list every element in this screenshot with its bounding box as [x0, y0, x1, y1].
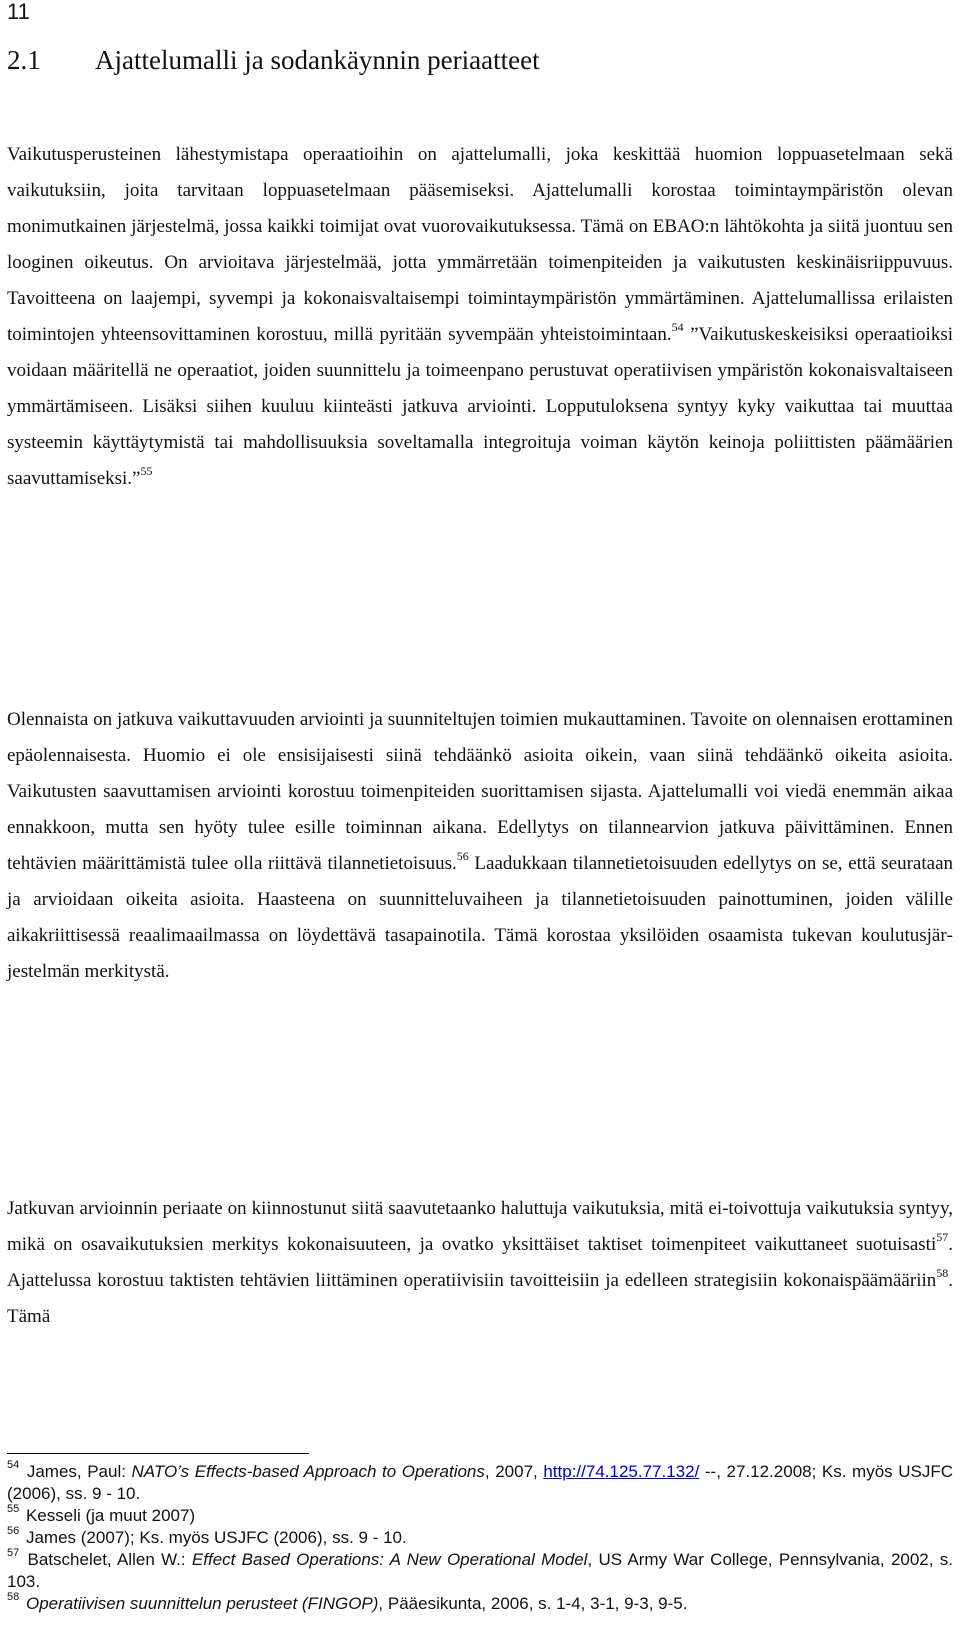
footnote-divider	[7, 1453, 309, 1454]
footnote-ref[interactable]: 57	[936, 1229, 949, 1244]
paragraph-text: . Tämä	[7, 1270, 953, 1327]
footnote-number: 56	[7, 1525, 20, 1538]
footnote-text: --, 27.12.2008; Ks. myös USJFC (2006), ss. 9 - 10.	[7, 1462, 954, 1503]
footnote-text: Batschelet, Allen W.:	[21, 1550, 192, 1569]
paragraph-text: Jatkuvan arvioinnin periaate on kiinnostunut siitä saavutetaanko haluttuja vaikutuksia, mitä ei-toivottuja vaikutuksia syntyy, mikä on osavaikutuksien merkitys kokonaisuuteen, ja ovatko yksittäiset taktiset toimenpiteet vaikuttaneet suotuisasti	[7, 1198, 953, 1255]
footnote-text: Kesseli (ja muut 2007)	[21, 1506, 196, 1525]
footnote-title: Effect Based Operations: A New Operational Model	[191, 1550, 588, 1569]
page-number: 11	[7, 0, 30, 24]
section-title: Ajattelumalli ja sodankäynnin periaatteet	[95, 45, 540, 75]
footnote-title: Operatiivisen suunnittelun perusteet (FINGOP)	[25, 1594, 379, 1613]
footnote-56	[7, 1527, 953, 1549]
footnote-text: James (2007); Ks. myös USJFC (2006), ss. 9 - 10.	[21, 1528, 407, 1547]
paragraph-text: . Ajattelussa korostuu taktisten tehtävien liittäminen operatiivisiin tavoitteisiin ja edelleen strategisiin kokonaispäämääriin	[7, 1234, 953, 1291]
footnote-text: , US Army War College, Pennsylvania, 2002, s. 103.	[7, 1550, 953, 1591]
footnote-57	[7, 1549, 953, 1593]
paragraph-text: ”Vaikutuskeskeisiksi operaatioiksi voidaan määritellä ne operaatiot, joiden suunnittelu ja toimeenpano perustuvat operatiivisen ympäristön kokonaisvaltaiseen ymmärtämiseen. Lisäksi siihen kuuluu kiinteästi jatkuva arviointi. Lopputuloksena syntyy kyky vaikuttaa tai muuttaa systeemin käyttäytymistä tai mahdollisuuksia soveltamalla integroituja voiman käytön keinoja poliittisten päämäärien saavuttamiseksi.”	[7, 324, 953, 489]
footnote-number: 57	[7, 1547, 20, 1560]
footnote-text: James, Paul:	[21, 1462, 132, 1481]
paragraph-3	[7, 1191, 953, 1335]
section-heading	[7, 44, 540, 76]
footnotes	[7, 1461, 953, 1615]
footnote-text: , 2007,	[484, 1462, 544, 1481]
footnote-number: 55	[7, 1503, 20, 1516]
paragraph-text: Vaikutusperusteinen lähestymistapa operaatioihin on ajattelumalli, joka keskittää huomion loppuasetelmaan sekä vaikutuksiin, joita tarvitaan loppuasetelmaan pääsemiseksi. Ajattelumalli korostaa toimintaympäristön olevan monimutkainen järjestelmä, jossa kaikki toimijat ovat vuorovaikutuksessa. Tämä on EBAO:n lähtökohta ja siitä juontuu sen looginen oikeutus. On arvioitava järjestelmää, jotta ymmärretään toimenpiteiden ja vaikutusten keskinäisriippuvuus. Tavoitteena on laajempi, syvempi ja kokonaisvaltaisempi toimintaympäristön ymmärtäminen. Ajattelumallissa erilaisten toimintojen yhteensovittaminen korostuu, millä pyritään syvempään yhteistoimintaan.	[7, 144, 953, 345]
footnote-58	[7, 1593, 953, 1615]
footnote-ref[interactable]: 54	[671, 319, 684, 334]
footnote-number: 54	[7, 1459, 20, 1472]
paragraph-1	[7, 137, 953, 497]
footnote-55	[7, 1505, 953, 1527]
footnote-link[interactable]: http://74.125.77.132/	[543, 1462, 700, 1481]
footnote-title: NATO’s Effects-based Approach to Operations	[131, 1462, 485, 1481]
paragraph-text: Olennaista on jatkuva vaikuttavuuden arviointi ja suunniteltujen toimien mukauttaminen. Tavoite on olennaisen erottaminen epäolennaisesta. Huomio ei ole ensisijaisesti siinä tehdäänkö asioita oikein, vaan siinä tehdäänkö oikeita asioita. Vaikutusten saavuttamisen arviointi korostuu toimenpiteiden suorittamisen sijasta. Ajattelumalli voi viedä enemmän aikaa ennakkoon, mutta sen hyöty tulee esille toiminnan aikana. Edellytys on tilannearvion jatkuva päivittäminen. Ennen tehtävien määrittämistä tulee olla riittävä tilannetietoisuus.	[7, 709, 953, 874]
section-number: 2.1	[7, 45, 41, 75]
footnote-ref[interactable]: 55	[140, 463, 153, 478]
paragraph-2	[7, 702, 953, 990]
footnote-number: 58	[7, 1591, 20, 1604]
footnote-ref[interactable]: 58	[936, 1265, 949, 1280]
footnote-ref[interactable]: 56	[456, 848, 469, 863]
footnote-text: , Pääesikunta, 2006, s. 1-4, 3-1, 9-3, 9-5.	[378, 1594, 688, 1613]
paragraph-text: Laadukkaan tilannetietoisuuden edellytys on se, että seurataan ja arvioidaan oikeita asioita. Haasteena on suunnitteluvaiheen ja tilannetietoisuuden painottuminen, joiden välille aikakriittisessä reaalimaailmassa on löydettävä tasapainotila. Tämä korostaa yksilöiden osaamista tukevan koulutusjärjestelmän merkitystä.	[7, 853, 953, 982]
footnote-54	[7, 1461, 953, 1505]
